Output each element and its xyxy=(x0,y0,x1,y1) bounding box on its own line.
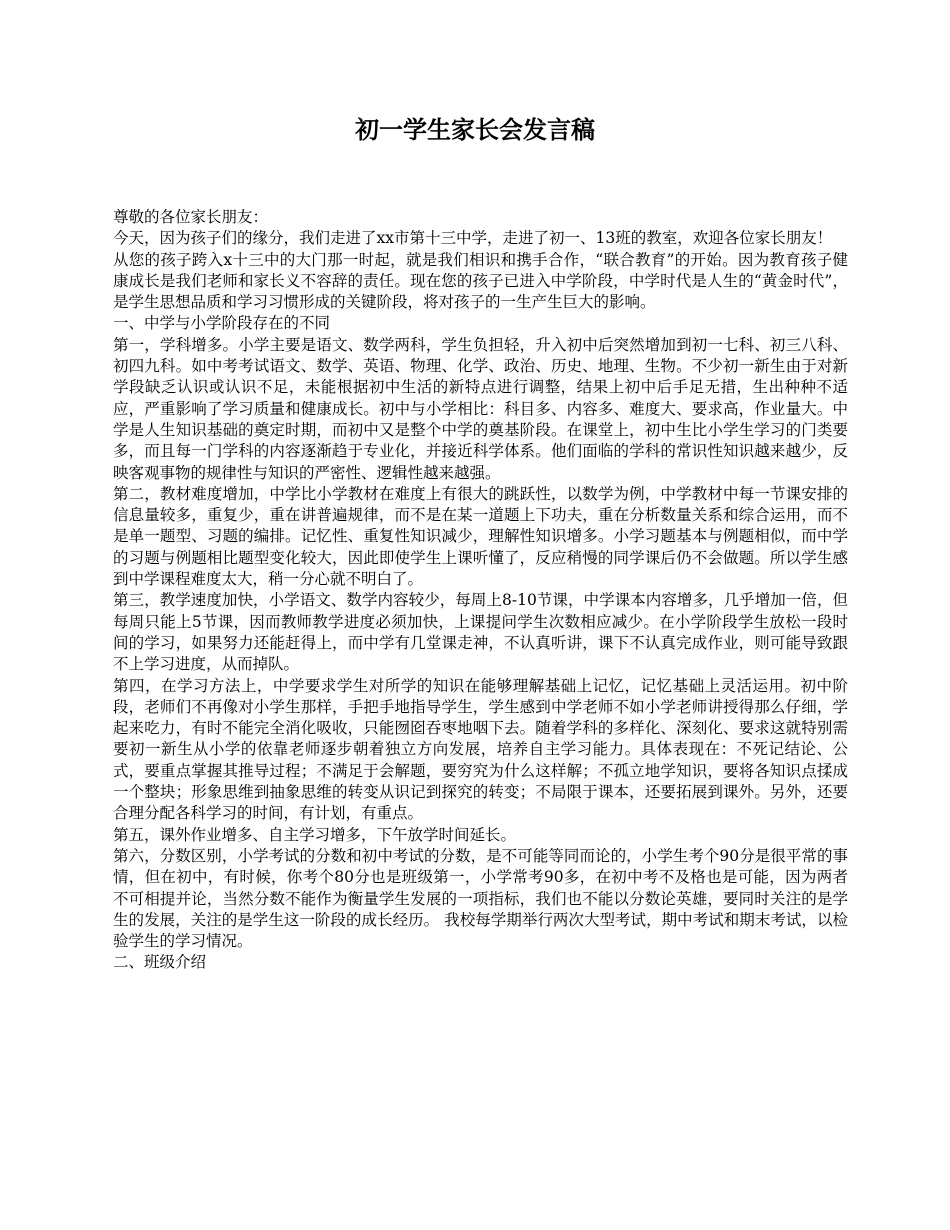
section-heading-2: 二、班级介绍 xyxy=(113,953,207,972)
document-title: 初一学生家长会发言稿 xyxy=(355,115,595,144)
point-2-paragraph: 第二，教材难度增加，中学比小学教材在难度上有很大的跳跃性，以数学为例，中学教材中每一节课安排的信息量较多，重复少，重在讲普遍规律，而不是在某一道题上下功夫，重在分析数量关系和综合运用，而不是单一题型、习题的编排。记忆性、重复性知识减少，理解性知识增多。小学习题基本与例题相似，而中学的习题与例题相比题型变化较大，因此即使学生上课听懂了，反应稍慢的同学课后仍不会做题。所以学生感到中学课程难度太大，稍一分心就不明白了。 xyxy=(113,484,848,589)
point-5-paragraph: 第五，课外作业增多、自主学习增多，下午放学时间延长。 xyxy=(113,825,517,844)
section-heading-1: 一、中学与小学阶段存在的不同 xyxy=(113,314,331,333)
document-body xyxy=(113,207,848,974)
welcome-paragraph: 今天，因为孩子们的缘分，我们走进了xx市第十三中学，走进了初一、13班的教室，欢迎各位家长朋友！ xyxy=(113,229,833,248)
point-1-paragraph: 第一，学科增多。小学主要是语文、数学两科，学生负担轻，升入初中后突然增加到初一七科、初三八科、初四九科。如中考考试语文、数学、英语、物理、化学、政治、历史、地理、生物。不少初一新生由于对新学段缺乏认识或认识不足，未能根据初中生活的新特点进行调整，结果上初中后手足无措，生出种种不适应，严重影响了学习质量和健康成长。初中与小学相比：科目多、内容多、难度大、要求高，作业量大。中学是人生知识基础的奠定时期，而初中又是整个中学的奠基阶段。在课堂上，初中生比小学生学习的门类要多，而且每一门学科的内容逐渐趋于专业化，并接近科学体系。他们面临的学科的常识性知识越来越少，反映客观事物的规律性与知识的严密性、逻辑性越来越强。 xyxy=(113,335,848,482)
point-3-paragraph: 第三，教学速度加快，小学语文、数学内容较少，每周上8-10节课，中学课本内容增多，几乎增加一倍，但每周只能上5节课，因而教师教学进度必须加快，上课提问学生次数相应减少。在小学阶段学生放松一段时间的学习，如果努力还能赶得上，而中学有几堂课走神，不认真听讲，课下不认真完成作业，则可能导致跟不上学习进度，从而掉队。 xyxy=(113,591,848,674)
salutation-paragraph: 尊敬的各位家长朋友： xyxy=(113,208,269,226)
intro-paragraph: 从您的孩子跨入x十三中的大门那一时起，就是我们相识和携手合作，“联合教育”的开始。因为教育孩子健康成长是我们老师和家长义不容辞的责任。现在您的孩子已进入中学阶段，中学时代是人生的“黄金时代”，是学生思想品质和学习习惯形成的关键阶段，将对孩子的一生产生巨大的影响。 xyxy=(113,250,848,312)
point-6-paragraph: 第六，分数区别，小学考试的分数和初中考试的分数，是不可能等同而论的，小学生考个90分是很平常的事情，但在初中，有时候，你考个80分也是班级第一，小学常考90多，在初中考不及格也是可能，因为两者不可相提并论，当然分数不能作为衡量学生发展的一项指标，我们也不能以分数论英雄，要同时关注的是学生的发展，关注的是学生这一阶段的成长经历。 我校每学期举行两次大型考试，期中考试和期末考试，以检验学生的学习情况。 xyxy=(113,846,848,951)
point-4-paragraph: 第四，在学习方法上，中学要求学生对所学的知识在能够理解基础上记忆，记忆基础上灵活运用。初中阶段，老师们不再像对小学生那样，手把手地指导学生，学生感到中学老师不如小学老师讲授得那么仔细，学起来吃力，有时不能完全消化吸收，只能囫囵吞枣地咽下去。随着学科的多样化、深刻化、要求这就特别需要初一新生从小学的依靠老师逐步朝着独立方向发展，培养自主学习能力。具体表现在：不死记结论、公式，要重点掌握其推导过程；不满足于会解题，要穷究为什么这样解；不孤立地学知识，要将各知识点揉成一个整块；形象思维到抽象思维的转变从识记到探究的转变；不局限于课本，还要拓展到课外。另外，还要合理分配各科学习的时间，有计划，有重点。 xyxy=(113,676,848,823)
